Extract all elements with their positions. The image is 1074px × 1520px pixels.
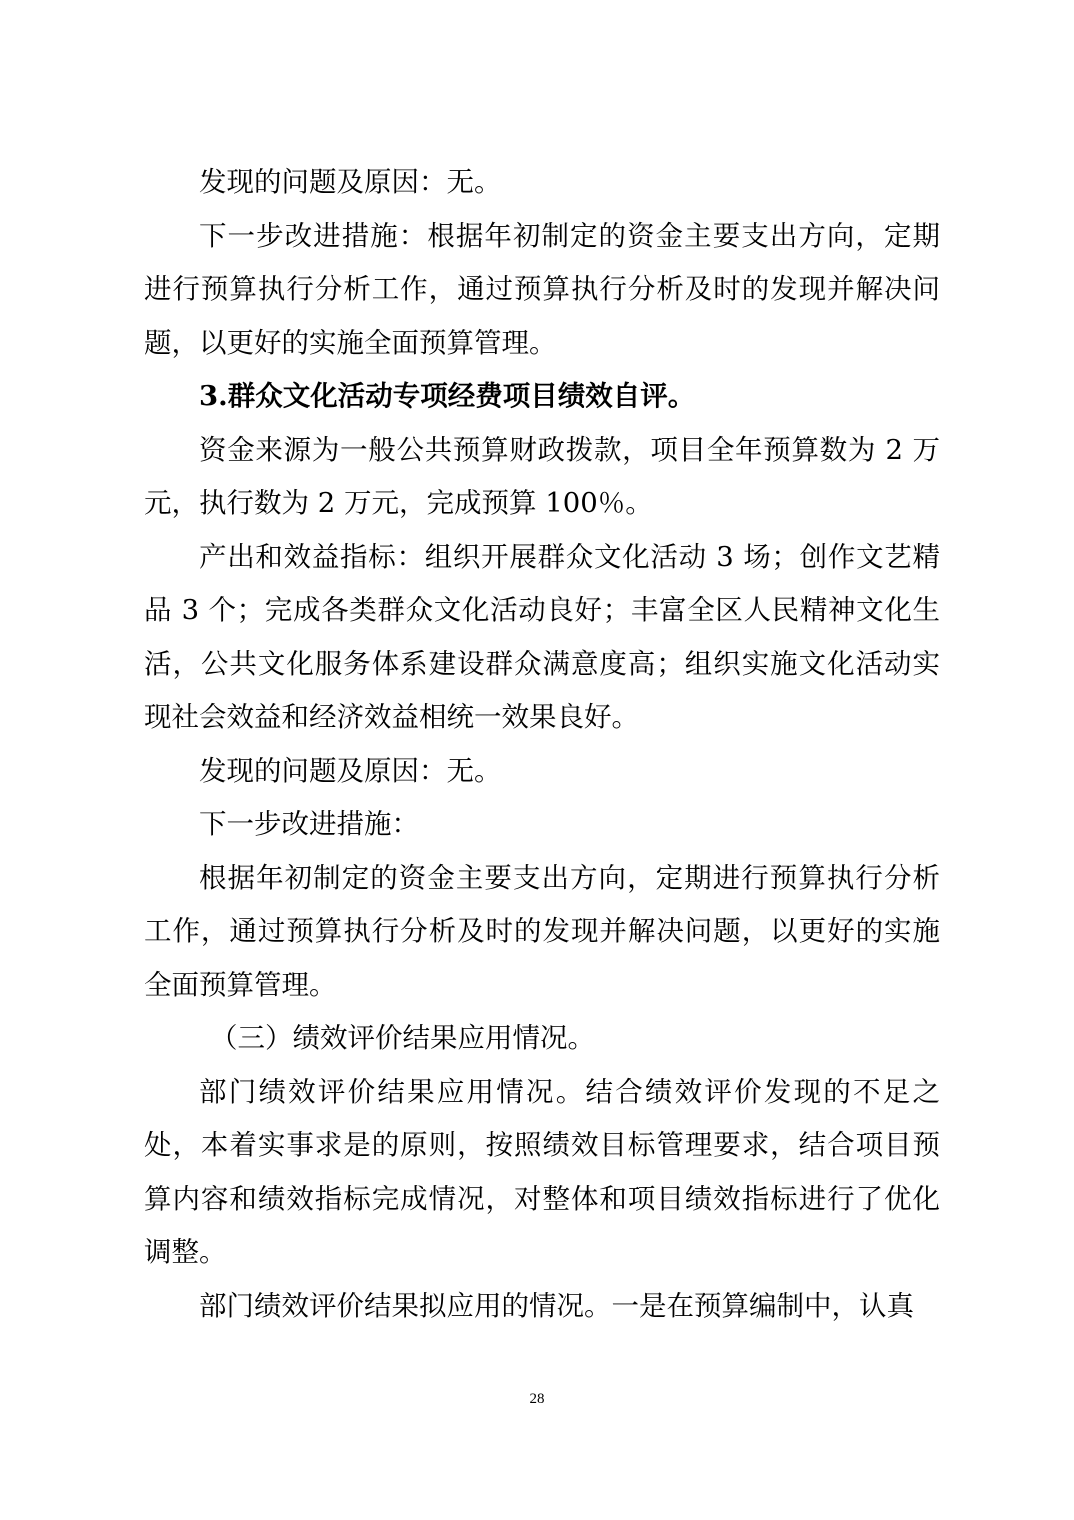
paragraph-results-application: 部门绩效评价结果应用情况。结合绩效评价发现的不足之处，本着实事求是的原则，按照绩效目标管理要求，结合项目预算内容和绩效指标完成情况，对整体和项目绩效指标进行了优化调整。 <box>144 1075 940 1268</box>
paragraph-problems-1: 发现的问题及原因：无。 <box>199 166 502 198</box>
paragraph-problems-2: 发现的问题及原因：无。 <box>199 754 502 787</box>
paragraph-output-indicators: 产出和效益指标：组织开展群众文化活动 3 场；创作文艺精品 3 个；完成各类群众文化活动良好；丰富全区人民精神文化生活，公共文化服务体系建设群众满意度高；组织实施文化活动实现社会效益和经济效益相统一效果良好。 <box>144 540 940 733</box>
paragraph-improvement-2: 根据年初制定的资金主要支出方向，定期进行预算执行分析工作，通过预算执行分析及时的发现并解决问题，以更好的实施全面预算管理。 <box>144 861 940 1001</box>
document-body <box>144 156 940 1333</box>
page-number: 28 <box>529 1391 545 1407</box>
paragraph-planned-application: 部门绩效评价结果拟应用的情况。一是在预算编制中，认真 <box>199 1289 914 1322</box>
section-heading-mass-culture: 3.群众文化活动专项经费项目绩效自评。 <box>199 380 696 412</box>
paragraph-improvement-1: 下一步改进措施：根据年初制定的资金主要支出方向，定期进行预算执行分析工作，通过预算执行分析及时的发现并解决问题，以更好的实施全面预算管理。 <box>144 219 940 359</box>
paragraph-funding-source: 资金来源为一般公共预算财政拨款，项目全年预算数为 2 万元，执行数为 2 万元，完成预算 100％。 <box>144 433 940 519</box>
paragraph-improvement-2-label: 下一步改进措施： <box>199 808 419 840</box>
subsection-heading-results-application: （三）绩效评价结果应用情况。 <box>210 1022 595 1054</box>
